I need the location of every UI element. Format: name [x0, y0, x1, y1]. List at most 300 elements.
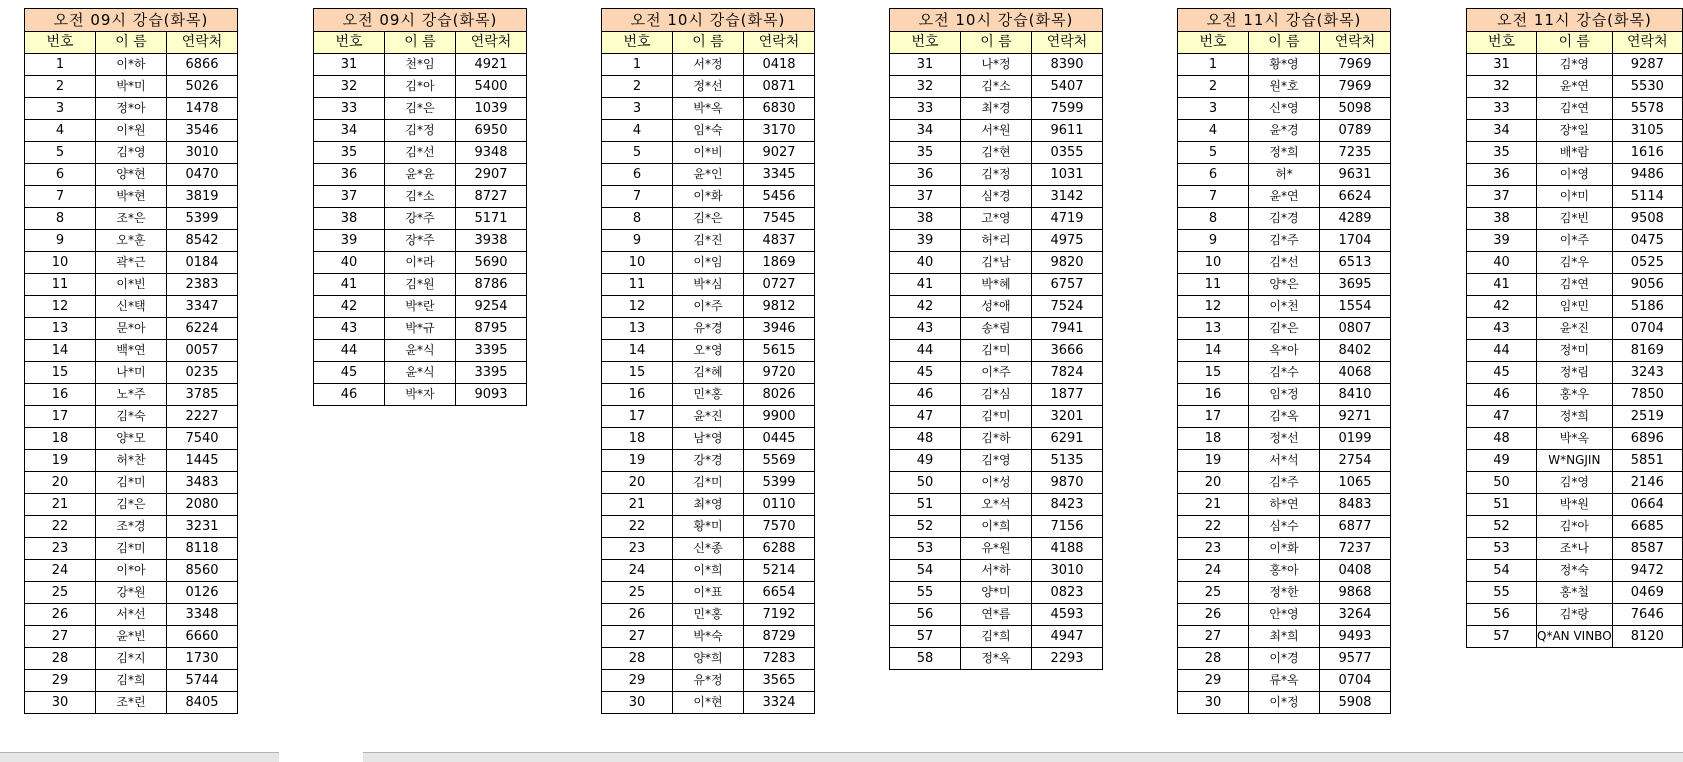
cell-number[interactable]: 42 [890, 296, 961, 318]
cell-number[interactable]: 17 [602, 406, 673, 428]
cell-number[interactable]: 14 [602, 340, 673, 362]
cell-number[interactable]: 47 [890, 406, 961, 428]
cell-contact[interactable]: 1039 [456, 98, 527, 120]
cell-contact[interactable]: 7969 [1320, 76, 1391, 98]
cell-name[interactable]: 조*린 [96, 692, 167, 714]
cell-contact[interactable]: 8729 [744, 626, 815, 648]
cell-name[interactable]: 이*화 [1249, 538, 1320, 560]
cell-contact[interactable]: 6660 [167, 626, 238, 648]
cell-number[interactable]: 46 [1467, 384, 1537, 406]
cell-name[interactable]: 윤*진 [673, 406, 744, 428]
cell-name[interactable]: 황*미 [673, 516, 744, 538]
cell-number[interactable]: 42 [314, 296, 385, 318]
cell-name[interactable]: 김*소 [385, 186, 456, 208]
cell-contact[interactable]: 5908 [1320, 692, 1391, 714]
cell-number[interactable]: 43 [890, 318, 961, 340]
cell-contact[interactable]: 5171 [456, 208, 527, 230]
cell-contact[interactable]: 4719 [1032, 208, 1103, 230]
cell-name[interactable]: 이*표 [673, 582, 744, 604]
cell-name[interactable]: 강*경 [673, 450, 744, 472]
cell-name[interactable]: 고*영 [961, 208, 1032, 230]
cell-contact[interactable]: 6685 [1612, 516, 1682, 538]
cell-name[interactable]: 이*미 [1537, 186, 1613, 208]
cell-number[interactable]: 34 [1467, 120, 1537, 142]
cell-number[interactable]: 39 [890, 230, 961, 252]
cell-name[interactable]: 이*하 [96, 54, 167, 76]
cell-contact[interactable]: 7156 [1032, 516, 1103, 538]
cell-number[interactable]: 48 [1467, 428, 1537, 450]
cell-name[interactable]: 문*아 [96, 318, 167, 340]
cell-name[interactable]: 김*옥 [1249, 406, 1320, 428]
cell-name[interactable]: 김*미 [96, 538, 167, 560]
cell-contact[interactable]: 5114 [1612, 186, 1682, 208]
cell-contact[interactable]: 5690 [456, 252, 527, 274]
cell-number[interactable]: 50 [890, 472, 961, 494]
cell-number[interactable]: 19 [25, 450, 96, 472]
cell-name[interactable]: 이*천 [1249, 296, 1320, 318]
cell-name[interactable]: 김*경 [1249, 208, 1320, 230]
header-name[interactable]: 이 름 [96, 32, 167, 54]
cell-name[interactable]: 양*모 [96, 428, 167, 450]
cell-number[interactable]: 55 [1467, 582, 1537, 604]
cell-name[interactable]: 김*혜 [673, 362, 744, 384]
cell-contact[interactable]: 3231 [167, 516, 238, 538]
cell-name[interactable]: 정*선 [1249, 428, 1320, 450]
cell-contact[interactable]: 9508 [1612, 208, 1682, 230]
cell-contact[interactable]: 9720 [744, 362, 815, 384]
cell-name[interactable]: 양*은 [1249, 274, 1320, 296]
cell-number[interactable]: 34 [314, 120, 385, 142]
header-contact[interactable]: 연락처 [167, 32, 238, 54]
cell-number[interactable]: 19 [602, 450, 673, 472]
cell-name[interactable]: 류*옥 [1249, 670, 1320, 692]
cell-contact[interactable]: 8405 [167, 692, 238, 714]
cell-name[interactable]: 김*희 [961, 626, 1032, 648]
cell-number[interactable]: 46 [890, 384, 961, 406]
cell-contact[interactable]: 4947 [1032, 626, 1103, 648]
cell-number[interactable]: 11 [602, 274, 673, 296]
cell-contact[interactable]: 7283 [744, 648, 815, 670]
cell-name[interactable]: W*NGJIN [1537, 450, 1613, 472]
cell-number[interactable]: 12 [602, 296, 673, 318]
cell-contact[interactable]: 3666 [1032, 340, 1103, 362]
cell-contact[interactable]: 5098 [1320, 98, 1391, 120]
table-title[interactable]: 오전 09시 강습(화목) [314, 9, 527, 32]
cell-name[interactable]: 김*숙 [96, 406, 167, 428]
cell-name[interactable]: 백*연 [96, 340, 167, 362]
cell-name[interactable]: 최*희 [1249, 626, 1320, 648]
cell-name[interactable]: 김*연 [1537, 274, 1613, 296]
cell-name[interactable]: 이*경 [1249, 648, 1320, 670]
header-number[interactable]: 번호 [1467, 32, 1537, 54]
cell-contact[interactable]: 9900 [744, 406, 815, 428]
cell-number[interactable]: 14 [25, 340, 96, 362]
cell-contact[interactable]: 3347 [167, 296, 238, 318]
cell-contact[interactable]: 8483 [1320, 494, 1391, 516]
cell-contact[interactable]: 1730 [167, 648, 238, 670]
cell-name[interactable]: 김*미 [961, 406, 1032, 428]
cell-name[interactable]: 안*영 [1249, 604, 1320, 626]
cell-number[interactable]: 29 [602, 670, 673, 692]
cell-number[interactable]: 54 [1467, 560, 1537, 582]
cell-contact[interactable]: 3395 [456, 340, 527, 362]
cell-number[interactable]: 37 [890, 186, 961, 208]
cell-contact[interactable]: 2383 [167, 274, 238, 296]
cell-number[interactable]: 6 [1178, 164, 1249, 186]
cell-number[interactable]: 19 [1178, 450, 1249, 472]
table-title[interactable]: 오전 10시 강습(화목) [602, 9, 815, 32]
cell-name[interactable]: 신*택 [96, 296, 167, 318]
cell-number[interactable]: 52 [1467, 516, 1537, 538]
header-name[interactable]: 이 름 [673, 32, 744, 54]
cell-name[interactable]: 김*미 [961, 340, 1032, 362]
cell-number[interactable]: 21 [1178, 494, 1249, 516]
cell-number[interactable]: 14 [1178, 340, 1249, 362]
cell-name[interactable]: 이*화 [673, 186, 744, 208]
cell-number[interactable]: 28 [602, 648, 673, 670]
cell-name[interactable]: 신*영 [1249, 98, 1320, 120]
cell-number[interactable]: 21 [25, 494, 96, 516]
cell-contact[interactable]: 3345 [744, 164, 815, 186]
cell-contact[interactable]: 0871 [744, 76, 815, 98]
cell-name[interactable]: 유*경 [673, 318, 744, 340]
cell-contact[interactable]: 9812 [744, 296, 815, 318]
cell-contact[interactable]: 8786 [456, 274, 527, 296]
cell-name[interactable]: 김*영 [1537, 472, 1613, 494]
cell-number[interactable]: 26 [25, 604, 96, 626]
cell-name[interactable]: 김*영 [961, 450, 1032, 472]
cell-name[interactable]: 허* [1249, 164, 1320, 186]
cell-contact[interactable]: 5407 [1032, 76, 1103, 98]
cell-contact[interactable]: 3170 [744, 120, 815, 142]
cell-contact[interactable]: 3348 [167, 604, 238, 626]
cell-number[interactable]: 16 [1178, 384, 1249, 406]
cell-number[interactable]: 4 [602, 120, 673, 142]
cell-contact[interactable]: 3483 [167, 472, 238, 494]
cell-number[interactable]: 36 [890, 164, 961, 186]
cell-contact[interactable]: 3010 [1032, 560, 1103, 582]
cell-number[interactable]: 32 [314, 76, 385, 98]
cell-contact[interactable]: 7192 [744, 604, 815, 626]
header-name[interactable]: 이 름 [1537, 32, 1613, 54]
cell-contact[interactable]: 6950 [456, 120, 527, 142]
cell-name[interactable]: Q*AN VINBO [1537, 626, 1613, 648]
cell-name[interactable]: 임*정 [1249, 384, 1320, 406]
cell-number[interactable]: 44 [1467, 340, 1537, 362]
cell-number[interactable]: 36 [1467, 164, 1537, 186]
cell-number[interactable]: 2 [25, 76, 96, 98]
cell-name[interactable]: 김*빈 [1537, 208, 1613, 230]
cell-number[interactable]: 45 [890, 362, 961, 384]
cell-number[interactable]: 55 [890, 582, 961, 604]
cell-contact[interactable]: 3264 [1320, 604, 1391, 626]
cell-number[interactable]: 20 [25, 472, 96, 494]
cell-contact[interactable]: 0469 [1612, 582, 1682, 604]
cell-name[interactable]: 오*영 [673, 340, 744, 362]
cell-number[interactable]: 4 [1178, 120, 1249, 142]
cell-number[interactable]: 10 [1178, 252, 1249, 274]
cell-contact[interactable]: 1869 [744, 252, 815, 274]
cell-name[interactable]: 김*주 [1249, 230, 1320, 252]
cell-name[interactable]: 정*한 [1249, 582, 1320, 604]
cell-name[interactable]: 민*홍 [673, 604, 744, 626]
cell-number[interactable]: 7 [1178, 186, 1249, 208]
cell-number[interactable]: 8 [25, 208, 96, 230]
cell-name[interactable]: 김*미 [673, 472, 744, 494]
cell-number[interactable]: 9 [25, 230, 96, 252]
cell-number[interactable]: 18 [25, 428, 96, 450]
cell-name[interactable]: 이*정 [1249, 692, 1320, 714]
cell-contact[interactable]: 0664 [1612, 494, 1682, 516]
cell-name[interactable]: 조*은 [96, 208, 167, 230]
cell-number[interactable]: 25 [602, 582, 673, 604]
cell-number[interactable]: 7 [25, 186, 96, 208]
cell-number[interactable]: 41 [314, 274, 385, 296]
cell-number[interactable]: 5 [1178, 142, 1249, 164]
cell-number[interactable]: 41 [1467, 274, 1537, 296]
cell-contact[interactable]: 3142 [1032, 186, 1103, 208]
cell-contact[interactable]: 8402 [1320, 340, 1391, 362]
cell-number[interactable]: 58 [890, 648, 961, 670]
cell-contact[interactable]: 8118 [167, 538, 238, 560]
cell-number[interactable]: 45 [314, 362, 385, 384]
cell-number[interactable]: 42 [1467, 296, 1537, 318]
cell-name[interactable]: 송*림 [961, 318, 1032, 340]
cell-number[interactable]: 37 [314, 186, 385, 208]
cell-name[interactable]: 이*희 [673, 560, 744, 582]
cell-number[interactable]: 8 [1178, 208, 1249, 230]
cell-contact[interactable]: 4975 [1032, 230, 1103, 252]
cell-number[interactable]: 44 [314, 340, 385, 362]
cell-name[interactable]: 윤*연 [1537, 76, 1613, 98]
cell-number[interactable]: 3 [602, 98, 673, 120]
cell-contact[interactable]: 1031 [1032, 164, 1103, 186]
cell-contact[interactable]: 5578 [1612, 98, 1682, 120]
cell-number[interactable]: 46 [314, 384, 385, 406]
cell-number[interactable]: 32 [1467, 76, 1537, 98]
cell-name[interactable]: 김*수 [1249, 362, 1320, 384]
cell-name[interactable]: 김*심 [961, 384, 1032, 406]
cell-number[interactable]: 13 [1178, 318, 1249, 340]
cell-contact[interactable]: 6877 [1320, 516, 1391, 538]
cell-name[interactable]: 양*현 [96, 164, 167, 186]
header-number[interactable]: 번호 [1178, 32, 1249, 54]
cell-contact[interactable]: 9577 [1320, 648, 1391, 670]
cell-contact[interactable]: 0418 [744, 54, 815, 76]
cell-name[interactable]: 연*름 [961, 604, 1032, 626]
cell-name[interactable]: 김*진 [673, 230, 744, 252]
cell-contact[interactable]: 7237 [1320, 538, 1391, 560]
cell-name[interactable]: 오*석 [961, 494, 1032, 516]
cell-contact[interactable]: 5214 [744, 560, 815, 582]
cell-number[interactable]: 24 [25, 560, 96, 582]
cell-name[interactable]: 윤*진 [1537, 318, 1613, 340]
cell-number[interactable]: 38 [314, 208, 385, 230]
cell-name[interactable]: 이*성 [961, 472, 1032, 494]
cell-contact[interactable]: 2519 [1612, 406, 1682, 428]
cell-contact[interactable]: 9348 [456, 142, 527, 164]
cell-number[interactable]: 24 [602, 560, 673, 582]
cell-name[interactable]: 강*원 [96, 582, 167, 604]
cell-contact[interactable]: 5530 [1612, 76, 1682, 98]
cell-contact[interactable]: 7646 [1612, 604, 1682, 626]
cell-name[interactable]: 유*원 [961, 538, 1032, 560]
cell-contact[interactable]: 1478 [167, 98, 238, 120]
cell-contact[interactable]: 7599 [1032, 98, 1103, 120]
cell-number[interactable]: 31 [314, 54, 385, 76]
cell-contact[interactable]: 5399 [167, 208, 238, 230]
cell-number[interactable]: 38 [890, 208, 961, 230]
cell-number[interactable]: 3 [1178, 98, 1249, 120]
cell-contact[interactable]: 8560 [167, 560, 238, 582]
cell-contact[interactable]: 9254 [456, 296, 527, 318]
header-name[interactable]: 이 름 [1249, 32, 1320, 54]
cell-number[interactable]: 57 [1467, 626, 1537, 648]
cell-name[interactable]: 박*란 [385, 296, 456, 318]
cell-number[interactable]: 25 [1178, 582, 1249, 604]
cell-contact[interactable]: 0445 [744, 428, 815, 450]
cell-number[interactable]: 2 [1178, 76, 1249, 98]
cell-contact[interactable]: 7235 [1320, 142, 1391, 164]
cell-number[interactable]: 2 [602, 76, 673, 98]
cell-number[interactable]: 51 [1467, 494, 1537, 516]
cell-name[interactable]: 김*소 [961, 76, 1032, 98]
cell-number[interactable]: 57 [890, 626, 961, 648]
cell-name[interactable]: 김*영 [96, 142, 167, 164]
cell-number[interactable]: 24 [1178, 560, 1249, 582]
table-title[interactable]: 오전 10시 강습(화목) [890, 9, 1103, 32]
cell-number[interactable]: 39 [1467, 230, 1537, 252]
cell-contact[interactable]: 0199 [1320, 428, 1391, 450]
header-name[interactable]: 이 름 [385, 32, 456, 54]
cell-number[interactable]: 53 [1467, 538, 1537, 560]
cell-contact[interactable]: 7969 [1320, 54, 1391, 76]
cell-number[interactable]: 56 [890, 604, 961, 626]
cell-contact[interactable]: 0807 [1320, 318, 1391, 340]
cell-name[interactable]: 노*주 [96, 384, 167, 406]
cell-contact[interactable]: 4837 [744, 230, 815, 252]
cell-name[interactable]: 양*미 [961, 582, 1032, 604]
cell-name[interactable]: 박*원 [1537, 494, 1613, 516]
cell-name[interactable]: 박*심 [673, 274, 744, 296]
header-contact[interactable]: 연락처 [744, 32, 815, 54]
cell-name[interactable]: 하*연 [1249, 494, 1320, 516]
cell-contact[interactable]: 9472 [1612, 560, 1682, 582]
cell-number[interactable]: 7 [602, 186, 673, 208]
header-number[interactable]: 번호 [25, 32, 96, 54]
cell-contact[interactable]: 0475 [1612, 230, 1682, 252]
cell-number[interactable]: 28 [1178, 648, 1249, 670]
cell-name[interactable]: 김*남 [961, 252, 1032, 274]
cell-contact[interactable]: 9093 [456, 384, 527, 406]
cell-name[interactable]: 김*우 [1537, 252, 1613, 274]
cell-name[interactable]: 오*훈 [96, 230, 167, 252]
cell-name[interactable]: 강*주 [385, 208, 456, 230]
cell-contact[interactable]: 2754 [1320, 450, 1391, 472]
cell-contact[interactable]: 5399 [744, 472, 815, 494]
cell-number[interactable]: 31 [1467, 54, 1537, 76]
cell-number[interactable]: 32 [890, 76, 961, 98]
cell-contact[interactable]: 7570 [744, 516, 815, 538]
cell-name[interactable]: 박*현 [96, 186, 167, 208]
cell-number[interactable]: 23 [602, 538, 673, 560]
cell-name[interactable]: 민*홍 [673, 384, 744, 406]
cell-contact[interactable]: 0235 [167, 362, 238, 384]
cell-contact[interactable]: 5400 [456, 76, 527, 98]
cell-number[interactable]: 6 [25, 164, 96, 186]
cell-contact[interactable]: 9271 [1320, 406, 1391, 428]
cell-name[interactable]: 성*애 [961, 296, 1032, 318]
cell-number[interactable]: 25 [25, 582, 96, 604]
cell-name[interactable]: 김*랑 [1537, 604, 1613, 626]
cell-name[interactable]: 남*영 [673, 428, 744, 450]
cell-contact[interactable]: 6291 [1032, 428, 1103, 450]
cell-contact[interactable]: 4188 [1032, 538, 1103, 560]
cell-contact[interactable]: 6757 [1032, 274, 1103, 296]
cell-contact[interactable]: 9027 [744, 142, 815, 164]
cell-contact[interactable]: 5026 [167, 76, 238, 98]
cell-name[interactable]: 김*아 [1537, 516, 1613, 538]
cell-number[interactable]: 48 [890, 428, 961, 450]
cell-name[interactable]: 이*주 [961, 362, 1032, 384]
cell-name[interactable]: 이*주 [1537, 230, 1613, 252]
cell-number[interactable]: 27 [1178, 626, 1249, 648]
cell-contact[interactable]: 3819 [167, 186, 238, 208]
cell-number[interactable]: 33 [1467, 98, 1537, 120]
cell-contact[interactable]: 7824 [1032, 362, 1103, 384]
cell-name[interactable]: 윤*연 [1249, 186, 1320, 208]
cell-contact[interactable]: 3324 [744, 692, 815, 714]
cell-name[interactable]: 이*원 [96, 120, 167, 142]
cell-contact[interactable]: 8169 [1612, 340, 1682, 362]
cell-contact[interactable]: 0704 [1320, 670, 1391, 692]
cell-number[interactable]: 35 [1467, 142, 1537, 164]
header-contact[interactable]: 연락처 [1320, 32, 1391, 54]
cell-name[interactable]: 윤*윤 [385, 164, 456, 186]
cell-contact[interactable]: 3938 [456, 230, 527, 252]
cell-number[interactable]: 3 [25, 98, 96, 120]
cell-contact[interactable]: 5744 [167, 670, 238, 692]
cell-contact[interactable]: 2146 [1612, 472, 1682, 494]
cell-number[interactable]: 41 [890, 274, 961, 296]
cell-contact[interactable]: 0110 [744, 494, 815, 516]
cell-number[interactable]: 40 [1467, 252, 1537, 274]
cell-name[interactable]: 임*숙 [673, 120, 744, 142]
cell-contact[interactable]: 6896 [1612, 428, 1682, 450]
header-number[interactable]: 번호 [314, 32, 385, 54]
cell-name[interactable]: 박*옥 [673, 98, 744, 120]
cell-number[interactable]: 15 [1178, 362, 1249, 384]
cell-number[interactable]: 13 [602, 318, 673, 340]
cell-contact[interactable]: 0727 [744, 274, 815, 296]
cell-number[interactable]: 52 [890, 516, 961, 538]
cell-contact[interactable]: 5615 [744, 340, 815, 362]
cell-name[interactable]: 이*라 [385, 252, 456, 274]
cell-contact[interactable]: 2227 [167, 406, 238, 428]
cell-name[interactable]: 김*원 [385, 274, 456, 296]
cell-name[interactable]: 정*미 [1537, 340, 1613, 362]
cell-contact[interactable]: 8390 [1032, 54, 1103, 76]
cell-contact[interactable]: 9611 [1032, 120, 1103, 142]
cell-number[interactable]: 18 [602, 428, 673, 450]
cell-name[interactable]: 황*영 [1249, 54, 1320, 76]
cell-name[interactable]: 이*빈 [96, 274, 167, 296]
cell-name[interactable]: 윤*식 [385, 362, 456, 384]
cell-name[interactable]: 최*경 [961, 98, 1032, 120]
cell-name[interactable]: 조*경 [96, 516, 167, 538]
cell-name[interactable]: 김*정 [961, 164, 1032, 186]
cell-contact[interactable]: 3243 [1612, 362, 1682, 384]
